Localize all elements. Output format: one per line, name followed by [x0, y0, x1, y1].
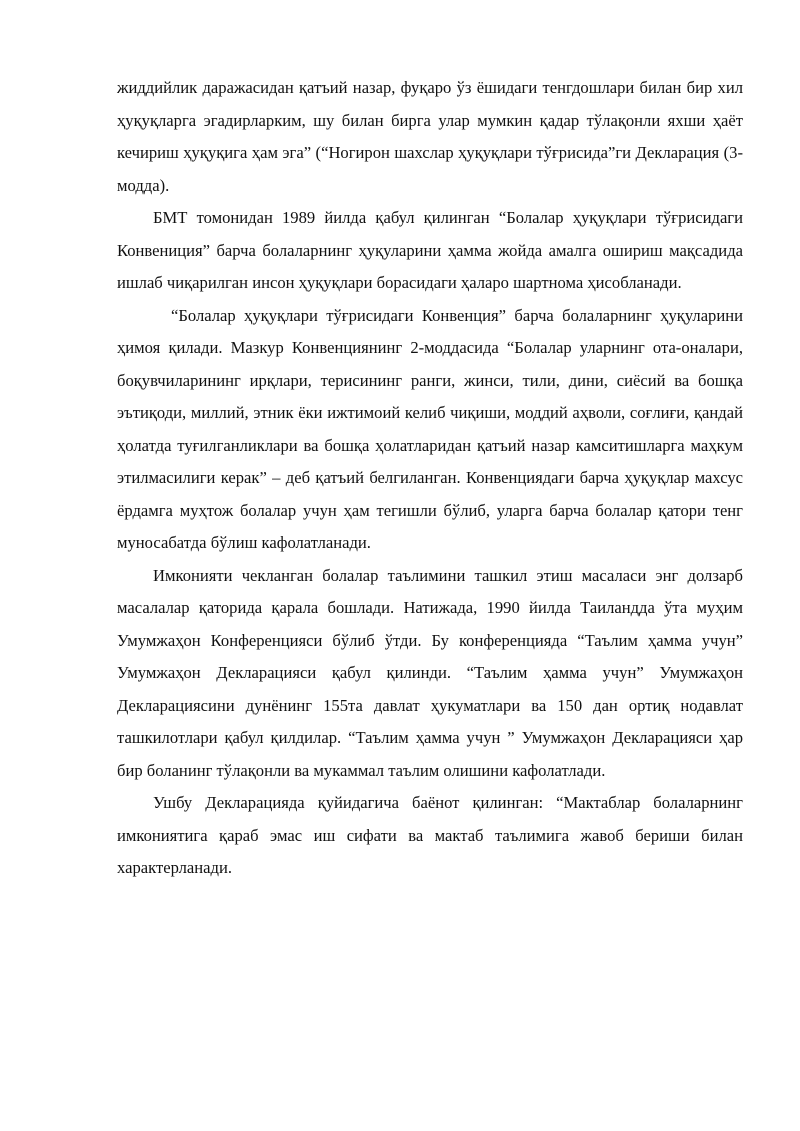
paragraph-4: Имконияти чекланган болалар таълимини ташкил этиш масаласи энг долзарб масалалар қаторида қарала бошлади. Натижада, 1990 йилда Таиландда ўта муҳим Умумжаҳон Конференцияси бўлиб ўтди. Бу конференцияда “Таълим ҳамма учун” Умумжаҳон Декларацияси қабул қилинди. “Таълим ҳамма учун” Умумжаҳон Декларациясини дунёнинг 155та давлат ҳукуматлари ва 150 дан ортиқ нодавлат ташкилотлари қабул қилдилар. “Таълим ҳамма учун ” Умумжаҳон Декларацияси ҳар бир боланинг тўлақонли ва мукаммал таълим олишини кафолатлади. [117, 565, 743, 780]
paragraph-3: “Болалар ҳуқуқлари тўғрисидаги Конвенция” барча болаларнинг ҳуқуларини ҳимоя қилади. Мазкур Конвенциянинг 2-моддасида “Болалар уларнинг ота-оналари, боқувчиларининг ирқлари, терисининг ранги, жинси, тили, дини, сиёсий ва бошқа эътиқоди, миллий, этник ёки ижтимоий келиб чиқиши, моддий аҳволи, соғлиғи, қандай ҳолатда туғилганликлари ва бошқа ҳолатларидан қатъий назар камситишларга маҳкум этилмасилиги керак” – деб қатъий белгиланган. Конвенциядаги барча ҳуқуқлар махсус ёрдамга муҳтож болалар учун ҳам тегишли бўлиб, уларга барча болалар қатори тенг муносабатда бўлиш кафолатланади. [117, 305, 743, 552]
document-page [117, 72, 743, 885]
paragraph-1: жиддийлик даражасидан қатъий назар, фуқаро ўз ёшидаги тенгдошлари билан бир хил ҳуқуқларга эгадирларким, шу билан бирга улар мумкин қадар тўлақонли яхши ҳаёт кечириш ҳуқуқига ҳам эга” (“Ногирон шахслар ҳуқуқлари тўғрисида”ги Декларация (3-модда). [117, 78, 743, 195]
paragraph-5: Ушбу Декларацияда қуйидагича баёнот қилинган: “Мактаблар болаларнинг имкониятига қараб эмас иш сифати ва мактаб таълимига жавоб бериши билан характерланади. [117, 793, 743, 877]
paragraph-2: БМТ томонидан 1989 йилда қабул қилинган “Болалар ҳуқуқлари тўғрисидаги Конвениция” барча болаларнинг ҳуқуларини ҳамма жойда амалга ошириш мақсадида ишлаб чиқарилган инсон ҳуқуқлари борасидаги ҳаларо шартнома ҳисобланади. [117, 208, 743, 292]
